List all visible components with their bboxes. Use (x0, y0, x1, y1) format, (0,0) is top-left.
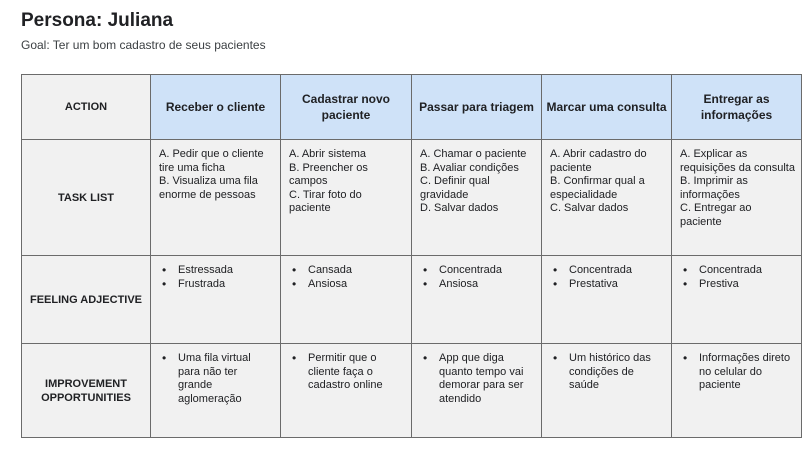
feeling-item: • Ansiosa (289, 278, 405, 292)
feeling-cell (542, 256, 672, 344)
task-cell (672, 140, 802, 256)
improvement-cell (672, 344, 802, 438)
task-item: B. Avaliar condições (420, 161, 519, 174)
improvement-cell (542, 344, 672, 438)
task-list-label: TASK LIST (22, 140, 151, 256)
task-item: A. Explicar as requisições da consulta (680, 148, 795, 174)
task-cell (281, 140, 412, 256)
task-item: C. Entregar ao paciente (680, 202, 752, 228)
header-row (22, 75, 802, 140)
feeling-row (22, 256, 802, 344)
persona-goal: Goal: Ter um bom cadastro de seus pacientes (21, 38, 266, 52)
improvement-item: • App que diga quanto tempo vai demorar para ser atendido (420, 352, 535, 406)
feeling-item: • Ansiosa (420, 278, 535, 292)
improvement-item: • Um histórico das condições de saúde (550, 352, 665, 393)
task-cell (542, 140, 672, 256)
feeling-item: • Cansada (289, 264, 405, 278)
stage-header: Entregar as informações (672, 75, 802, 140)
improvement-cell (151, 344, 281, 438)
stage-header: Passar para triagem (412, 75, 542, 140)
feeling-item: • Prestiva (680, 278, 795, 292)
stage-header: Cadastrar novo paciente (281, 75, 412, 140)
improvement-cell (281, 344, 412, 438)
task-cell (412, 140, 542, 256)
task-item: A. Pedir que o cliente tire uma ficha (159, 148, 264, 174)
task-item: A. Abrir cadastro do paciente (550, 148, 647, 174)
task-item: C. Tirar foto do paciente (289, 188, 362, 214)
improvement-label: IMPROVEMENT OPPORTUNITIES (22, 344, 151, 438)
stage-header: Receber o cliente (151, 75, 281, 140)
feeling-item: • Concentrada (420, 264, 535, 278)
feeling-item: • Estressada (159, 264, 274, 278)
feeling-item: • Concentrada (550, 264, 665, 278)
improvement-item: • Uma fila virtual para não ter grande aglomeração (159, 352, 274, 406)
task-item: C. Definir qual gravidade (420, 175, 490, 201)
stage-header: Marcar uma consulta (542, 75, 672, 140)
feeling-item: • Concentrada (680, 264, 795, 278)
improvement-item: • Informações direto no celular do paciente (680, 352, 795, 393)
feeling-cell (412, 256, 542, 344)
journey-table (21, 74, 802, 438)
task-item: A. Abrir sistema (289, 148, 367, 160)
task-item: B. Visualiza uma fila enorme de pessoas (159, 175, 258, 201)
task-item: B. Imprimir as informações (680, 175, 748, 201)
improvement-row (22, 344, 802, 438)
feeling-cell (672, 256, 802, 344)
task-item: D. Salvar dados (420, 202, 499, 214)
task-item: B. Confirmar qual a especialidade (550, 175, 645, 201)
feeling-label: FEELING ADJECTIVE (22, 256, 151, 344)
action-header: ACTION (22, 75, 151, 140)
improvement-cell (412, 344, 542, 438)
task-item: C. Salvar dados (550, 202, 629, 214)
improvement-item: • Permitir que o cliente faça o cadastro online (289, 352, 405, 393)
task-cell (151, 140, 281, 256)
task-list-row (22, 140, 802, 256)
task-item: A. Chamar o paciente (420, 148, 527, 160)
feeling-cell (151, 256, 281, 344)
task-item: B. Preencher os campos (289, 161, 368, 187)
persona-title: Persona: Juliana (21, 10, 174, 31)
feeling-item: • Prestativa (550, 278, 665, 292)
feeling-cell (281, 256, 412, 344)
feeling-item: • Frustrada (159, 278, 274, 292)
